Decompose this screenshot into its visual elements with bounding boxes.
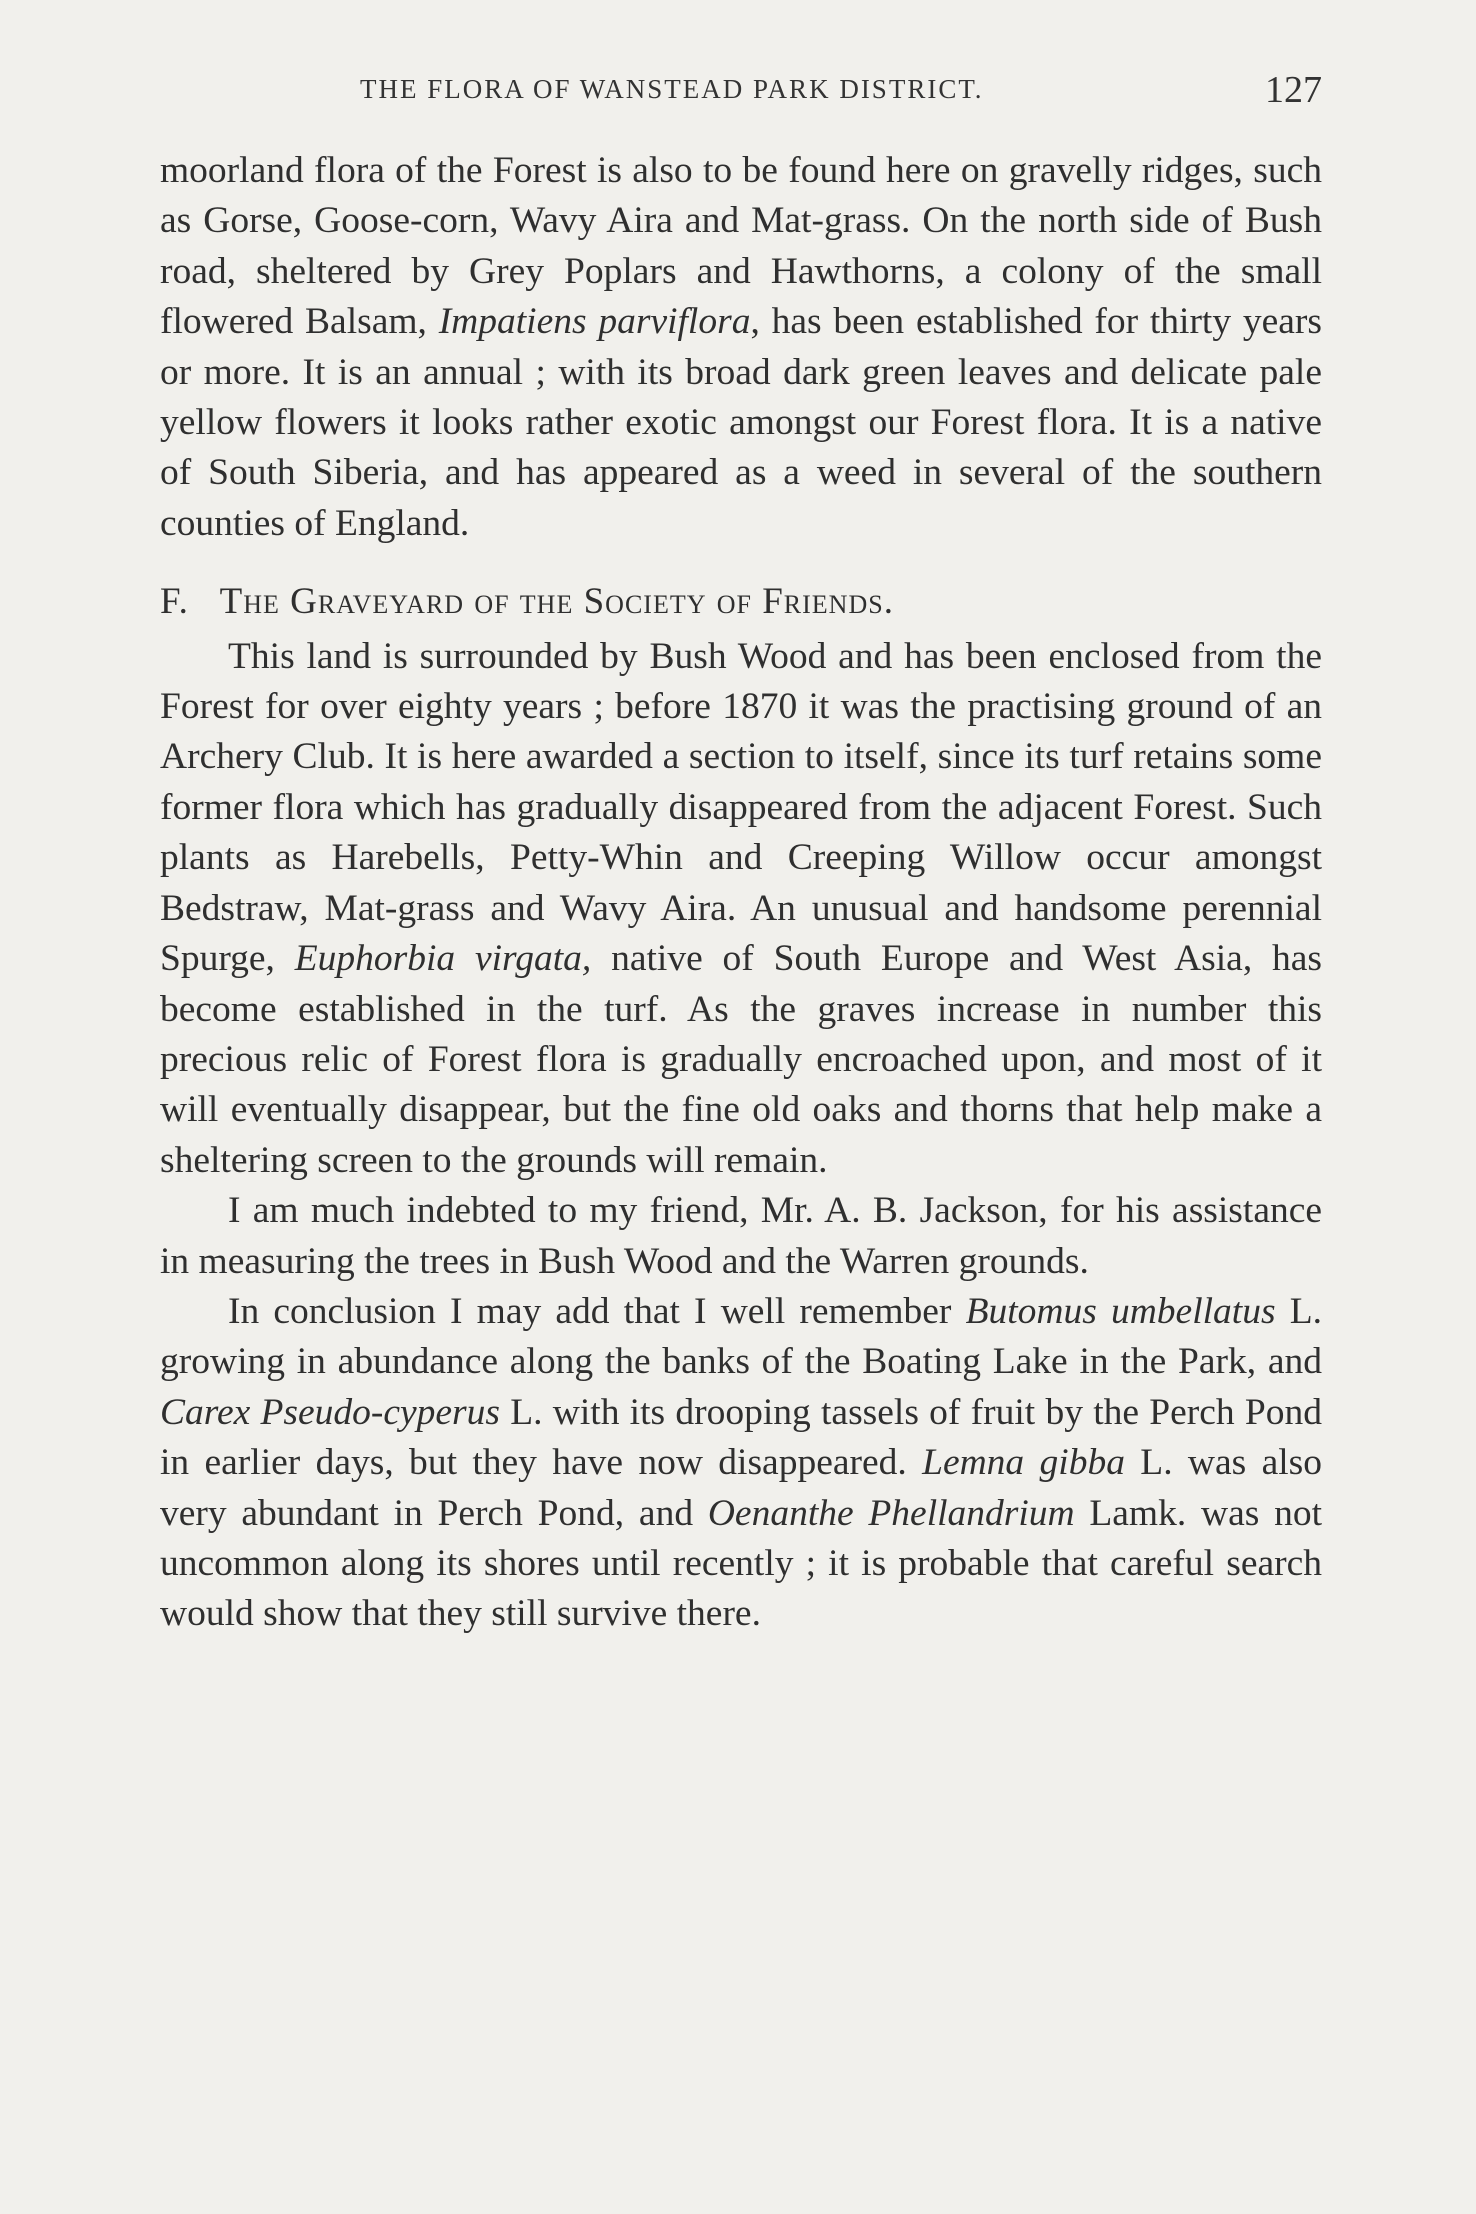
paragraph-moorland-flora (160, 146, 1322, 549)
paragraph-text: L. was also very abundant in Perch Pond, and (160, 1442, 1322, 1534)
paragraph-text: L. growing in abundance along the banks of the Boating Lake in the Park, and (160, 1290, 1322, 1383)
paragraph-text: Lamk. was not uncommon along its shores until recently ; it is probable that careful search would show that they still survive there. (160, 1492, 1322, 1635)
page-number: 127 (1265, 69, 1322, 111)
paragraph-text: This land is surrounded by Bush Wood and has been enclosed from the Forest for over eighty years ; before 1870 it was the practising ground of an Archery Club. It is here awarded a section to itself, since its turf retains some former flora which has gradually disappeared from the adjacent Forest. Such plants as Harebells, Petty-Whin and Creeping Willow occur amongst Bedstraw, Mat-grass and Wavy Aira. An unusual and handsome perennial Spurge, (160, 635, 1322, 980)
species-name: Lemna gibba (922, 1442, 1125, 1484)
body-text (160, 146, 1322, 1640)
species-name: Butomus umbellatus (965, 1290, 1276, 1332)
species-name: Impatiens parviflora (438, 301, 751, 343)
species-name: Euphorbia virgata, (294, 938, 592, 980)
paragraph-text: In conclusion I may add that I well remember (228, 1290, 966, 1332)
paragraph-text: , has been established for thirty years or more. It is an annual ; with its broad dark green leaves and delicate pale yellow flowers it looks rather exotic amongst our Forest flora. It is a native of South Siberia, and has appeared as a weed in several of the southern counties of England. (160, 301, 1322, 544)
paragraph-text: native of South Europe and West Asia, has become established in the turf. As the graves increase in number this precious relic of Forest flora is gradually encroached upon, and most of it will eventually disappear, but the fine old oaks and thorns that help make a sheltering screen to the grounds will remain. (160, 938, 1322, 1181)
species-name: Oenanthe Phellandrium (707, 1492, 1075, 1534)
paragraph-graveyard (160, 632, 1322, 1186)
running-title: THE FLORA OF WANSTEAD PARK DISTRICT. (360, 74, 984, 104)
species-name: Carex Pseudo-cyperus (160, 1391, 500, 1433)
paragraph-conclusion (160, 1287, 1322, 1640)
paragraph-text: I am much indebted to my friend, Mr. A. B. Jackson, for his assistance in measuring the trees in Bush Wood and the Warren grounds. (160, 1190, 1322, 1282)
section-label: F. (160, 581, 189, 623)
section-heading (160, 577, 1322, 627)
paragraph-text: L. with its drooping tassels of fruit by the Perch Pond in earlier days, but they have now disappeared. (160, 1391, 1322, 1484)
paragraph-text: moorland flora of the Forest is also to be found here on gravelly ridges, such as Gorse, Goose-corn, Wavy Aira and Mat-grass. On the north side of Bush road, sheltered by Grey Poplars and Hawthorns, a colony of the small flowered Balsam, (160, 150, 1322, 343)
running-head (160, 68, 1322, 120)
section-title: The Graveyard of the Society of Friends. (219, 581, 894, 623)
paragraph-acknowledgement (160, 1186, 1322, 1287)
